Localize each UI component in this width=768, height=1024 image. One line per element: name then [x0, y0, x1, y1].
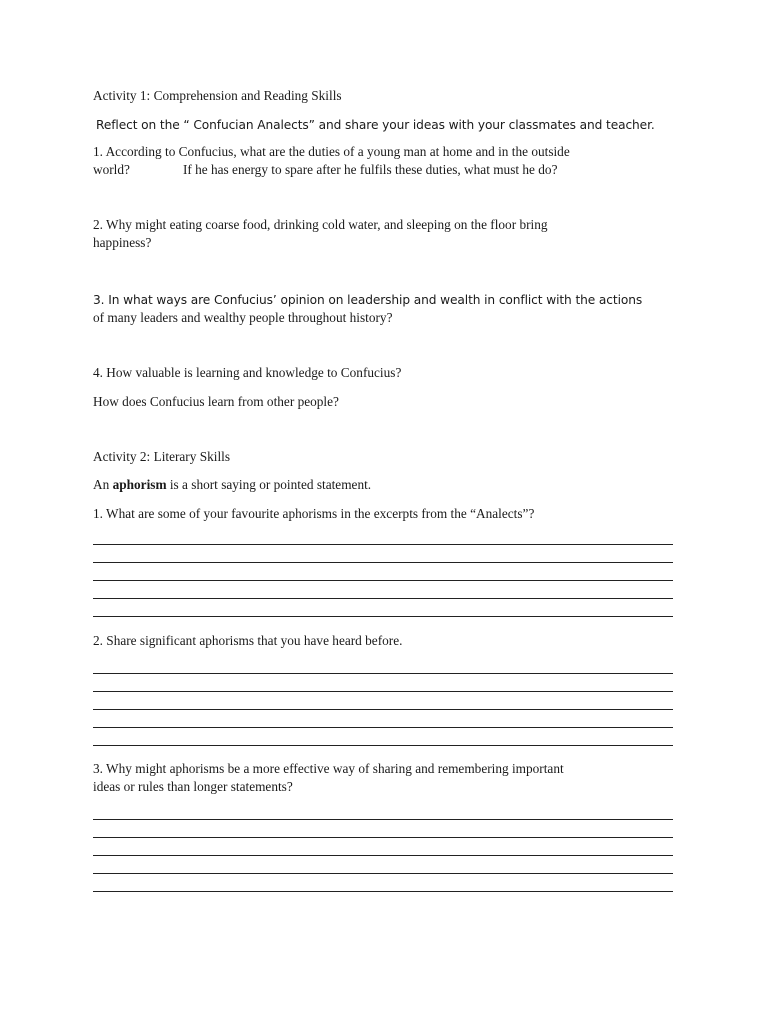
- answer-line[interactable]: [93, 837, 673, 838]
- a1-question3-line2: of many leaders and wealthy people throughout history?: [93, 310, 393, 325]
- answer-line[interactable]: [93, 855, 673, 856]
- a1-question2-line2: happiness?: [93, 235, 152, 250]
- activity2-title: Activity 2: Literary Skills: [93, 449, 231, 464]
- answer-line[interactable]: [93, 873, 673, 874]
- aphorism-definition: [93, 476, 371, 494]
- a1-question1-line2a: world?: [93, 162, 130, 177]
- answer-line[interactable]: [93, 562, 673, 563]
- a2-question1: [93, 505, 534, 523]
- a1-question1-line1: 1. According to Confucius, what are the duties of a young man at home and in the outside: [93, 144, 570, 159]
- a1-question1-line2: [93, 161, 557, 179]
- answer-line[interactable]: [93, 691, 673, 692]
- answer-line[interactable]: [93, 616, 673, 617]
- activity1-title: Activity 1: Comprehension and Reading Skills: [93, 88, 342, 103]
- answer-line[interactable]: [93, 745, 673, 746]
- a2-question2: 2. Share significant aphorisms that you have heard before.: [93, 633, 403, 648]
- answer-line[interactable]: [93, 544, 673, 545]
- answer-line[interactable]: [93, 580, 673, 581]
- answer-line[interactable]: [93, 598, 673, 599]
- a2-question3-line1: 3. Why might aphorisms be a more effective way of sharing and remembering important: [93, 761, 564, 776]
- definition-prefix: An: [93, 477, 110, 492]
- answer-line[interactable]: [93, 819, 673, 820]
- a2-question3-line2: ideas or rules than longer statements?: [93, 779, 293, 794]
- answer-line[interactable]: [93, 727, 673, 728]
- a1-question2-line1: 2. Why might eating coarse food, drinking cold water, and sleeping on the floor bring: [93, 217, 548, 232]
- activity1-intro: Reflect on the “ Confucian Analects” and share your ideas with your classmates and teacher.: [96, 118, 655, 132]
- answer-line[interactable]: [93, 673, 673, 674]
- a1-question4-line1: 4. How valuable is learning and knowledge to Confucius?: [93, 365, 402, 380]
- a2-question1-text: 1. What are some of your favourite aphorisms in the excerpts from the “Analects”?: [93, 506, 535, 521]
- answer-line[interactable]: [93, 891, 673, 892]
- a1-question4-line2: How does Confucius learn from other people?: [93, 394, 339, 409]
- a1-question1-line2b: If he has energy to spare after he fulfils these duties, what must he do?: [182, 162, 558, 177]
- answer-line[interactable]: [93, 709, 673, 710]
- a1-question3-line1: 3. In what ways are Confucius’ opinion on leadership and wealth in conflict with the actions: [93, 293, 643, 307]
- definition-rest: is a short saying or pointed statement.: [169, 477, 372, 492]
- definition-term: aphorism: [112, 477, 167, 492]
